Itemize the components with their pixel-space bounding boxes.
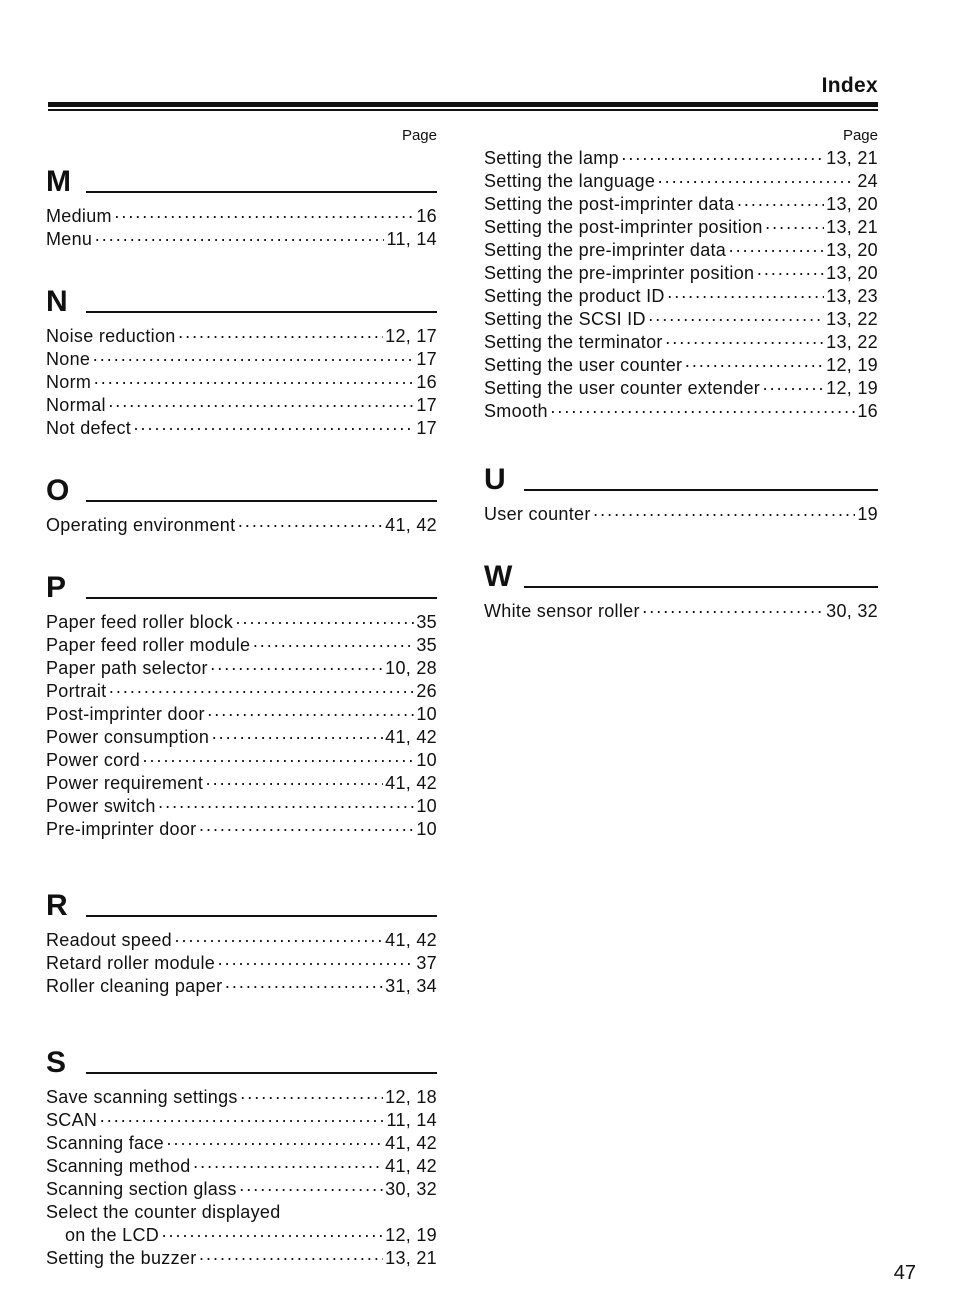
entry-term: Post-imprinter door	[46, 704, 205, 724]
entry-pages: 41, 42	[385, 1156, 437, 1176]
entry-pages: 12, 19	[385, 1225, 437, 1245]
entry-term: on the LCD	[65, 1225, 160, 1245]
index-entry	[46, 417, 437, 440]
index-entry	[484, 147, 878, 170]
leader-dots	[207, 703, 415, 726]
section-letter: R	[46, 889, 68, 922]
entry-pages: 10, 28	[385, 658, 437, 678]
entry-list	[46, 325, 437, 440]
header-rule-thick	[48, 102, 878, 107]
section-letter: S	[46, 1046, 67, 1079]
leader-dots	[667, 285, 824, 308]
entry-list	[484, 503, 878, 526]
section-rule	[86, 311, 437, 313]
leader-dots	[99, 1109, 384, 1132]
index-entry	[46, 1178, 437, 1201]
leader-dots	[205, 772, 383, 795]
entry-term: Paper path selector	[46, 658, 208, 678]
section-letter: P	[46, 571, 67, 604]
entry-pages: 16	[857, 401, 878, 421]
leader-dots	[174, 929, 383, 952]
index-entry	[46, 772, 437, 795]
section-letter-heading	[46, 1028, 437, 1080]
entry-term: Save scanning settings	[46, 1087, 238, 1107]
entry-pages: 13, 23	[826, 286, 878, 306]
entry-term: Setting the pre-imprinter position	[484, 263, 755, 283]
entry-pages: 13, 21	[826, 148, 878, 168]
entry-pages: 16	[416, 206, 437, 226]
index-entry	[484, 377, 878, 400]
index-entry	[46, 1201, 437, 1224]
entry-pages: 11, 14	[386, 1110, 437, 1130]
left-sections	[46, 147, 437, 1270]
index-entry	[484, 216, 878, 239]
entry-term: Power consumption	[46, 727, 210, 747]
leader-dots	[224, 975, 383, 998]
section-letter: M	[46, 165, 71, 198]
entry-pages: 16	[416, 372, 437, 392]
index-entry	[484, 170, 878, 193]
entry-term: Setting the user counter extender	[484, 378, 761, 398]
entry-term: Operating environment	[46, 515, 236, 535]
leader-dots	[642, 600, 824, 623]
index-entry	[46, 348, 437, 371]
entry-pages: 35	[416, 612, 437, 632]
index-entry	[46, 371, 437, 394]
leader-dots	[239, 1178, 383, 1201]
entry-list	[46, 611, 437, 841]
entry-term: Setting the terminator	[484, 332, 663, 352]
index-entry	[484, 503, 878, 526]
leader-dots	[240, 1086, 383, 1109]
index-entry	[484, 262, 878, 285]
leader-dots	[765, 216, 825, 239]
index-entry	[484, 239, 878, 262]
index-entry	[46, 634, 437, 657]
entry-list	[484, 600, 878, 623]
entry-term: Power requirement	[46, 773, 204, 793]
leader-dots	[199, 1247, 384, 1270]
entry-list	[46, 1086, 437, 1270]
leader-dots	[728, 239, 824, 262]
leader-dots	[178, 325, 384, 348]
entry-pages: 13, 20	[826, 194, 878, 214]
entry-term: Setting the lamp	[484, 148, 619, 168]
entry-pages: 19	[857, 504, 878, 524]
entry-pages: 13, 21	[826, 217, 878, 237]
index-entry	[46, 1224, 437, 1247]
index-entry	[46, 394, 437, 417]
section-rule	[86, 597, 437, 599]
page-column-label: Page	[401, 127, 437, 144]
section-letter-heading	[484, 445, 878, 497]
section-rule	[86, 500, 437, 502]
leader-dots	[550, 400, 856, 423]
leader-dots	[114, 205, 415, 228]
leader-dots	[93, 371, 414, 394]
entry-pages: 17	[416, 349, 437, 369]
section-letter-heading	[484, 542, 878, 594]
entry-term: Setting the buzzer	[46, 1248, 197, 1268]
index-entry	[46, 1109, 437, 1132]
leader-dots	[217, 952, 414, 975]
index-entry	[46, 818, 437, 841]
leader-dots	[235, 611, 414, 634]
leader-dots	[198, 818, 414, 841]
leader-dots	[92, 348, 414, 371]
entry-term: Paper feed roller module	[46, 635, 251, 655]
leader-dots	[210, 657, 383, 680]
section-letter-heading	[46, 147, 437, 199]
entry-list	[46, 929, 437, 998]
entry-pages: 12, 17	[385, 326, 437, 346]
section-letter: O	[46, 474, 70, 507]
entry-term: White sensor roller	[484, 601, 640, 621]
entry-pages: 10	[416, 750, 437, 770]
index-entry	[46, 703, 437, 726]
continued-entries	[484, 147, 878, 423]
entry-term: Portrait	[46, 681, 107, 701]
leader-dots	[193, 1155, 384, 1178]
entry-list	[46, 514, 437, 537]
entry-term: Roller cleaning paper	[46, 976, 223, 996]
index-entry	[46, 680, 437, 703]
index-entry	[484, 354, 878, 377]
entry-term: Setting the SCSI ID	[484, 309, 646, 329]
entry-pages: 26	[416, 681, 437, 701]
entry-term: SCAN	[46, 1110, 98, 1130]
leader-dots	[94, 228, 384, 251]
entry-term: Scanning section glass	[46, 1179, 237, 1199]
page-number: 47	[893, 1262, 916, 1284]
entry-term: Scanning method	[46, 1156, 191, 1176]
section-rule	[86, 915, 437, 917]
index-entry	[46, 228, 437, 251]
leader-dots	[166, 1132, 383, 1155]
index-entry	[46, 611, 437, 634]
index-entry	[46, 952, 437, 975]
leader-dots	[621, 147, 824, 170]
leader-dots	[665, 331, 824, 354]
entry-pages: 37	[416, 953, 437, 973]
index-entry	[484, 600, 878, 623]
index-entry	[46, 1086, 437, 1109]
index-entry	[46, 1132, 437, 1155]
entry-pages: 41, 42	[385, 1133, 437, 1153]
entry-term: Paper feed roller block	[46, 612, 233, 632]
entry-pages: 35	[416, 635, 437, 655]
entry-pages: 30, 32	[385, 1179, 437, 1199]
index-entry	[46, 514, 437, 537]
entry-term: None	[46, 349, 91, 369]
entry-term: Scanning face	[46, 1133, 164, 1153]
leader-dots	[657, 170, 855, 193]
index-entry	[46, 749, 437, 772]
entry-pages: 10	[416, 704, 437, 724]
section-rule	[86, 191, 437, 193]
index-entry	[46, 1155, 437, 1178]
index-entry	[484, 331, 878, 354]
entry-term: Readout speed	[46, 930, 172, 950]
index-entry	[484, 193, 878, 216]
entry-term: Setting the product ID	[484, 286, 665, 306]
entry-term: Pre-imprinter door	[46, 819, 197, 839]
entry-term: Norm	[46, 372, 92, 392]
index-entry	[46, 657, 437, 680]
entry-pages: 13, 21	[385, 1248, 437, 1268]
entry-term: Power cord	[46, 750, 141, 770]
leader-dots	[108, 680, 414, 703]
leader-dots	[133, 417, 414, 440]
entry-term: Setting the post-imprinter data	[484, 194, 735, 214]
section-letter: N	[46, 285, 68, 318]
entry-pages: 41, 42	[385, 930, 437, 950]
entry-pages: 24	[857, 171, 878, 191]
entry-pages: 17	[416, 418, 437, 438]
section-letter: U	[484, 463, 506, 496]
leader-dots	[648, 308, 824, 331]
entry-list	[46, 205, 437, 251]
entry-pages: 12, 18	[385, 1087, 437, 1107]
right-sections	[484, 423, 878, 623]
leader-dots	[211, 726, 383, 749]
index-entry	[46, 795, 437, 818]
entry-pages: 13, 20	[826, 263, 878, 283]
leader-dots	[593, 503, 856, 526]
entry-pages: 30, 32	[826, 601, 878, 621]
leader-dots	[108, 394, 415, 417]
entry-pages: 12, 19	[826, 378, 878, 398]
index-entry	[46, 929, 437, 952]
entry-term: Setting the user counter	[484, 355, 683, 375]
index-entry	[484, 400, 878, 423]
section-letter-heading	[46, 871, 437, 923]
entry-term: Smooth	[484, 401, 548, 421]
entry-term: Setting the post-imprinter position	[484, 217, 763, 237]
page-column-label: Page	[842, 127, 878, 144]
entry-pages: 13, 22	[826, 309, 878, 329]
entry-term: User counter	[484, 504, 591, 524]
leader-dots	[252, 634, 414, 657]
entry-term: Power switch	[46, 796, 156, 816]
entry-pages: 41, 42	[385, 727, 437, 747]
index-entry	[46, 325, 437, 348]
leader-dots	[237, 514, 383, 537]
leader-dots	[142, 749, 414, 772]
left-column	[46, 125, 437, 1270]
leader-dots	[762, 377, 824, 400]
section-letter-heading	[46, 553, 437, 605]
right-column	[484, 125, 878, 623]
entry-pages: 11, 14	[386, 229, 437, 249]
section-letter-heading	[46, 267, 437, 319]
section-rule	[86, 1072, 437, 1074]
index-entry	[46, 205, 437, 228]
entry-pages: 10	[416, 796, 437, 816]
entry-pages: 13, 20	[826, 240, 878, 260]
entry-term: Noise reduction	[46, 326, 176, 346]
leader-dots	[684, 354, 824, 377]
entry-pages: 17	[416, 395, 437, 415]
leader-dots	[756, 262, 824, 285]
section-letter: W	[484, 560, 513, 593]
entry-term: Setting the language	[484, 171, 656, 191]
index-entry	[484, 308, 878, 331]
entry-pages: 31, 34	[385, 976, 437, 996]
entry-term: Setting the pre-imprinter data	[484, 240, 727, 260]
header-rule-thin	[48, 109, 878, 111]
index-entry	[484, 285, 878, 308]
index-entry	[46, 726, 437, 749]
entry-term: Select the counter displayed	[46, 1202, 281, 1222]
section-rule	[524, 489, 878, 491]
entry-pages: 41, 42	[385, 515, 437, 535]
entry-pages: 12, 19	[826, 355, 878, 375]
entry-pages: 10	[416, 819, 437, 839]
entry-term: Not defect	[46, 418, 132, 438]
leader-dots	[158, 795, 415, 818]
entry-term: Menu	[46, 229, 93, 249]
index-entry	[46, 975, 437, 998]
index-title: Index	[821, 74, 878, 97]
section-letter-heading	[46, 456, 437, 508]
entry-pages: 13, 22	[826, 332, 878, 352]
index-entry	[46, 1247, 437, 1270]
entry-pages: 41, 42	[385, 773, 437, 793]
section-rule	[524, 586, 878, 588]
leader-dots	[736, 193, 824, 216]
entry-term: Medium	[46, 206, 112, 226]
entry-term: Retard roller module	[46, 953, 216, 973]
leader-dots	[161, 1224, 383, 1247]
entry-term: Normal	[46, 395, 106, 415]
